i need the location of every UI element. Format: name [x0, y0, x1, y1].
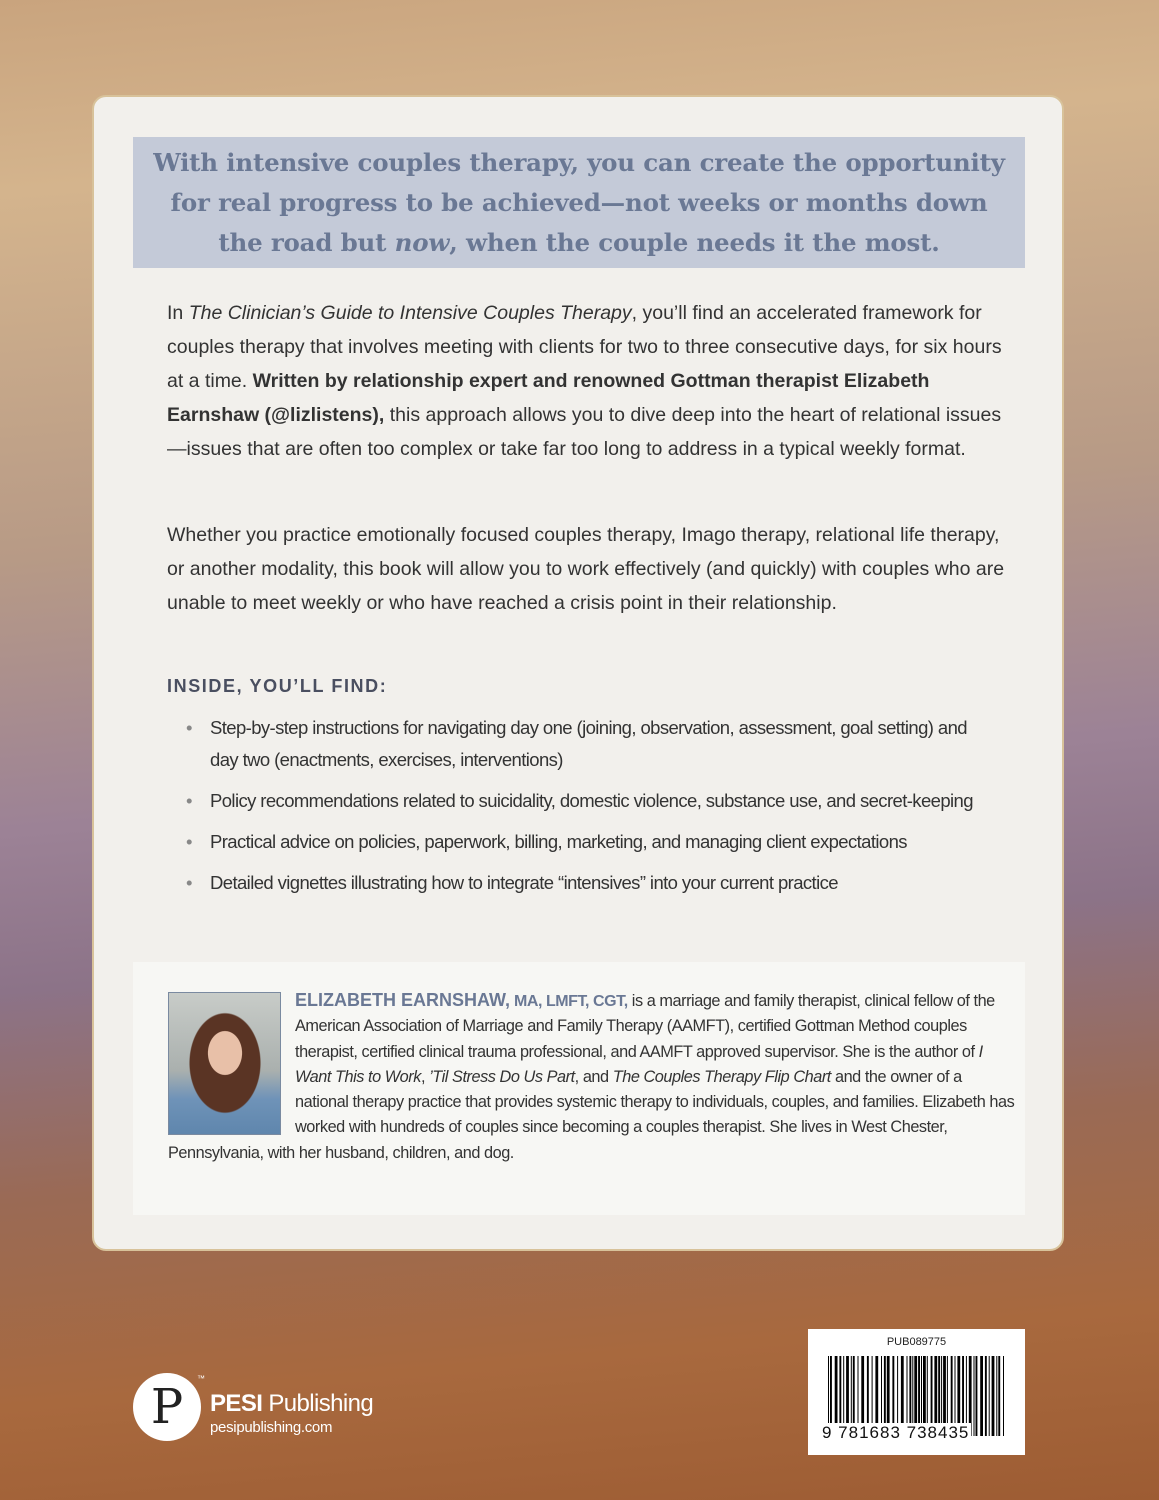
book-title: I Want This to Work — [295, 1042, 983, 1086]
author-highlight: Written by relationship expert and renowned Gottman therapist Elizabeth Earnshaw (@lizlistens), — [167, 370, 930, 426]
text: this approach allows you to dive deep into the heart of relational issues—issues that are often too complex or take far too long to address in a typical weekly format. — [167, 404, 1002, 460]
inside-heading: INSIDE, YOU’LL FIND: — [167, 676, 388, 696]
author-bio — [133, 962, 1025, 1215]
product-code: PUB089775 — [886, 1336, 947, 1348]
author-credentials: MA, LMFT, CGT, — [510, 993, 628, 1010]
publisher-name — [210, 1390, 373, 1418]
bullet-icon: • — [186, 790, 192, 811]
book-title: The Couples Therapy Flip Chart — [612, 1067, 831, 1086]
quote-text: the road but — [218, 228, 395, 257]
list-item-text: Step-by-step instructions for navigating day one (joining, observation, assessment, goal setting) and day two (enactments, exercises, interventions) — [210, 717, 967, 770]
publisher-url: pesipublishing.com — [210, 1419, 333, 1436]
barcode-bar — [985, 1356, 987, 1436]
list-item-text: Detailed vignettes illustrating how to integrate “intensives” into your current practice — [210, 872, 838, 893]
text: , and — [574, 1067, 613, 1086]
publisher-logo-icon: P — [133, 1373, 201, 1441]
barcode-bar — [974, 1356, 975, 1436]
publisher-name-rest: Publishing — [262, 1390, 374, 1417]
list-item — [186, 826, 986, 858]
list-item — [186, 867, 986, 899]
isbn: 9 781683 738435 — [822, 1423, 970, 1442]
barcode — [808, 1329, 1025, 1455]
bio-text — [168, 988, 1018, 1166]
feature-list — [186, 712, 986, 908]
quote-line — [133, 223, 1025, 263]
bullet-icon: • — [186, 872, 192, 893]
bullet-icon: • — [186, 717, 192, 738]
list-item-text: Policy recommendations related to suicidality, domestic violence, substance use, and secret-keeping — [210, 790, 973, 811]
modality-paragraph: Whether you practice emotionally focused couples therapy, Imago therapy, relational life therapy, or another modality, this book will allow you to work effectively (and quickly) with couples who are unable to meet weekly or who have reached a crisis point in their relationship. — [167, 524, 1005, 614]
quote-line: for real progress to be achieved—not weeks or months down — [170, 188, 988, 217]
author-name: ELIZABETH EARNSHAW, — [295, 990, 511, 1010]
barcode-bar — [989, 1356, 990, 1436]
barcode-bar — [996, 1356, 997, 1436]
barcode-bar — [992, 1356, 995, 1436]
barcode-bar — [998, 1356, 1000, 1436]
publisher-name-bold: PESI — [210, 1390, 263, 1417]
barcode-bar — [980, 1356, 983, 1436]
list-item — [186, 785, 986, 817]
pull-quote — [133, 137, 1025, 268]
list-item-text: Practical advice on policies, paperwork, billing, marketing, and managing client expectations — [210, 831, 907, 852]
text: In — [167, 302, 189, 324]
book-title: The Clinician’s Guide to Intensive Couples Therapy — [188, 302, 632, 324]
quote-text: , when the couple needs it the most. — [449, 228, 940, 257]
barcode-bar — [1003, 1356, 1004, 1436]
text: , — [420, 1067, 430, 1086]
text: , you’ll find an accelerated framework for couples therapy that involves meeting with clients for two to three consecutive days, for six hours at a time. — [167, 302, 1002, 392]
book-title: ’Til Stress Do Us Part — [429, 1067, 575, 1086]
barcode-bar — [976, 1356, 978, 1436]
trademark: ™ — [197, 1374, 205, 1383]
quote-line: With intensive couples therapy, you can create the opportunity — [153, 148, 1005, 177]
intro-paragraph — [167, 296, 1007, 466]
quote-emphasis: now — [394, 228, 450, 257]
bullet-icon: • — [186, 831, 192, 852]
text: and the owner of a national therapy practice that provides systemic therapy to individuals, couples, and families. Elizabeth has worked with hundreds of couples since becoming a couples therapist. She lives in West Chester, Pennsylvania, with her husband, children, and dog. — [168, 1067, 1015, 1162]
text: is a marriage and family therapist, clinical fellow of the American Association of Marriage and Family Therapy (AAMFT), certified Gottman Method couples therapist, certified clinical trauma professional, and AAMFT approved supervisor. She is the author of — [295, 992, 995, 1061]
list-item — [186, 712, 986, 776]
